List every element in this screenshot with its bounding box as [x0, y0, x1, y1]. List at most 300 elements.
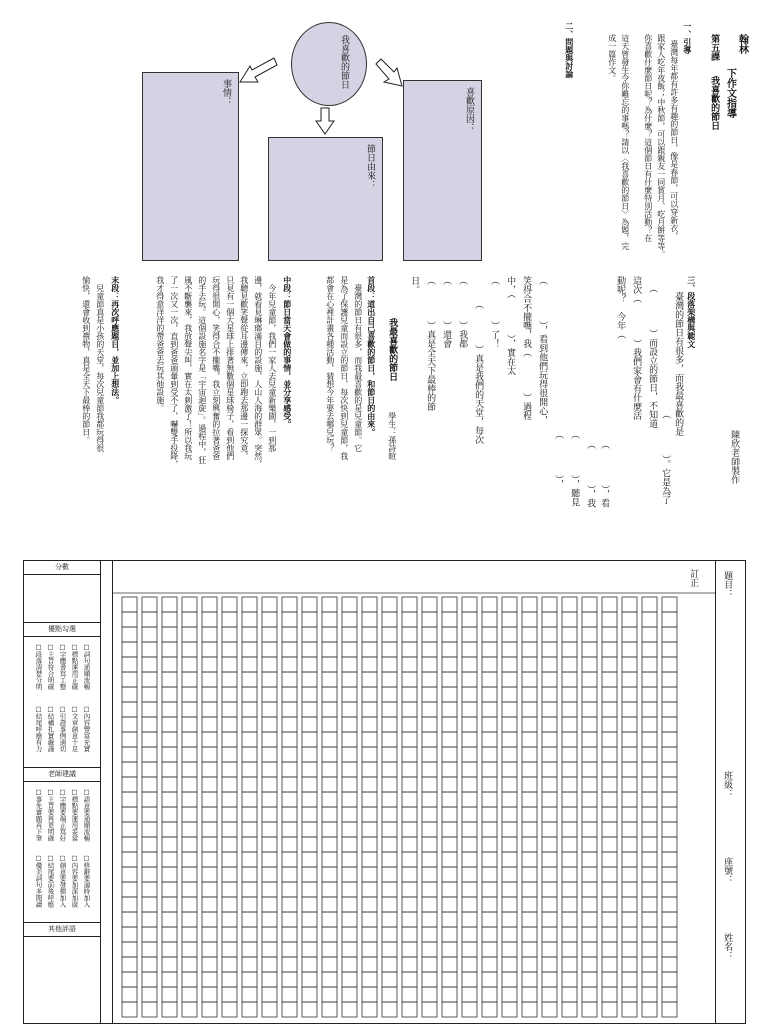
grid-cell: [202, 837, 217, 852]
grid-cell: [262, 897, 277, 912]
suggest-area: [24, 782, 100, 923]
grid-cell: [662, 597, 677, 612]
grid-cell: [362, 972, 377, 987]
grid-cell: [122, 867, 137, 882]
grid-cell: [522, 762, 537, 777]
grid-cell: [622, 642, 637, 657]
grid-cell: [382, 597, 397, 612]
grid-cell: [562, 957, 577, 972]
grid-cell: [262, 837, 277, 852]
grid-cell: [402, 927, 417, 942]
grid-cell: [602, 1002, 617, 1017]
grid-cell: [422, 612, 437, 627]
box-things-label: 事情：: [221, 79, 231, 106]
grid-cell: [622, 867, 637, 882]
other-comments-area[interactable]: [24, 937, 100, 1024]
grid-cell: [402, 807, 417, 822]
grid-cell: [322, 1002, 337, 1017]
grid-cell: [182, 1002, 197, 1017]
grid-cell: [202, 867, 217, 882]
grid-cell: [542, 672, 557, 687]
grid-cell: [402, 972, 417, 987]
grid-cell: [502, 882, 517, 897]
grid-cell: [622, 627, 637, 642]
grid-cell: [442, 972, 457, 987]
grid-cell: [462, 912, 477, 927]
suggest-checkbox[interactable]: □主旨要再更明確: [46, 788, 55, 842]
grid-cell: [302, 1002, 317, 1017]
grid-cell: [282, 687, 297, 702]
grid-cell: [182, 717, 197, 732]
grid-cell: [282, 657, 297, 672]
grid-cell: [502, 942, 517, 957]
grid-cell: [382, 882, 397, 897]
grid-cell: [302, 867, 317, 882]
grid-cell: [642, 867, 657, 882]
grid-cell: [542, 747, 557, 762]
grid-cell: [242, 927, 257, 942]
grid-cell: [482, 627, 497, 642]
grid-cell: [442, 672, 457, 687]
grid-cell: [162, 1002, 177, 1017]
grid-cell: [462, 792, 477, 807]
grid-cell: [162, 822, 177, 837]
grid-cell: [422, 987, 437, 1002]
grid-cell: [442, 597, 457, 612]
grid-cell: [602, 612, 617, 627]
grid-cell: [162, 762, 177, 777]
grid-cell: [622, 732, 637, 747]
grid-cell: [662, 807, 677, 822]
box-origin-label: 節日由來：: [365, 144, 375, 189]
grid-cell: [622, 942, 637, 957]
grid-cell: [222, 642, 237, 657]
grid-cell: [522, 747, 537, 762]
grid-cell: [282, 627, 297, 642]
grid-cell: [422, 747, 437, 762]
grid-cell: [342, 957, 357, 972]
strength-checkbox[interactable]: □字體書寫工整: [58, 643, 67, 690]
grid-cell: [522, 717, 537, 732]
grid-cell: [622, 927, 637, 942]
grid-cell: [542, 732, 557, 747]
grid-cell: [502, 762, 517, 777]
grid-cell: [642, 702, 657, 717]
grid-cell: [242, 642, 257, 657]
section3-line: 這次（ ）我們家會有什麼活: [631, 276, 642, 420]
grid-cell: [262, 867, 277, 882]
grid-cell: [482, 972, 497, 987]
essay-line: 邊，就看見琳瑯滿目的設施，人山人海的群眾。突然，: [253, 276, 263, 468]
grid-cell: [422, 807, 437, 822]
grid-cell: [322, 762, 337, 777]
grid-cell: [602, 627, 617, 642]
grid-cell: [602, 897, 617, 912]
grid-cell: [662, 612, 677, 627]
grid-cell: [442, 627, 457, 642]
grid-cell: [502, 867, 517, 882]
grid-cell: [462, 942, 477, 957]
grid-cell: [262, 957, 277, 972]
grid-cell: [282, 717, 297, 732]
grid-cell: [522, 837, 537, 852]
grid-cell: [582, 672, 597, 687]
strength-checkbox[interactable]: □結尾呼應有力: [34, 705, 43, 752]
section3-line: （ ），看到他們玩得很開心，: [537, 276, 548, 425]
section3-line: （ ）還會: [441, 276, 452, 348]
grid-cell: [262, 687, 277, 702]
grid-cell: [342, 732, 357, 747]
grid-cell: [382, 702, 397, 717]
strength-checkbox[interactable]: □詞句通順流暢: [82, 643, 91, 690]
grid-cell: [242, 957, 257, 972]
manuscript-grid[interactable]: [112, 561, 716, 1023]
grid-cell: [642, 927, 657, 942]
grid-cell: [282, 957, 297, 972]
grid-cell: [582, 762, 597, 777]
grid-cell: [302, 672, 317, 687]
grid-cell: [342, 612, 357, 627]
grid-cell: [542, 852, 557, 867]
writing-sheet: [23, 560, 746, 1024]
grid-cell: [462, 897, 477, 912]
essay-line: 我才得意洋洋的帶爸爸去玩其他設施。: [155, 276, 165, 412]
essay-line: 的手去玩。這個設施名字是「宇宙迴旋」。過程中，狂: [197, 276, 207, 464]
grid-cell: [122, 927, 137, 942]
strength-checkbox[interactable]: □段落清楚分明: [34, 643, 43, 690]
grid-cell: [362, 957, 377, 972]
grid-cell: [442, 612, 457, 627]
grid-cell: [302, 687, 317, 702]
grid-cell: [402, 642, 417, 657]
grid-cell: [542, 807, 557, 822]
grid-cell: [422, 777, 437, 792]
grid-cell: [562, 717, 577, 732]
manuscript-grid-lines: [113, 561, 715, 1024]
grid-cell: [222, 957, 237, 972]
grid-cell: [362, 687, 377, 702]
grid-cell: [542, 687, 557, 702]
grid-cell: [222, 672, 237, 687]
grid-cell: [322, 807, 337, 822]
grid-cell: [602, 657, 617, 672]
grid-cell: [122, 717, 137, 732]
grid-cell: [422, 837, 437, 852]
grid-cell: [142, 972, 157, 987]
section3-line: （ ），我: [585, 440, 596, 508]
grid-cell: [122, 1002, 137, 1017]
score-label: 分數: [24, 561, 100, 575]
grid-cell: [482, 942, 497, 957]
section3-line: （ ）真是我們的天堂，每次: [473, 300, 484, 444]
essay-line: 都會在心裡計畫各種活動，猜想今年要去哪兒玩？: [325, 276, 335, 452]
grid-cell: [482, 807, 497, 822]
grid-cell: [322, 747, 337, 762]
essay-line: 了一次又一次，直到爸爸頭暈到受不了，嚇雙手投降，: [169, 276, 179, 468]
grid-cell: [442, 897, 457, 912]
grid-cell: [222, 747, 237, 762]
suggest-checkbox[interactable]: □結尾要前後呼應: [46, 854, 55, 908]
grid-cell: [522, 597, 537, 612]
grid-cell: [122, 687, 137, 702]
grid-cell: [402, 687, 417, 702]
grid-cell: [262, 597, 277, 612]
arrow-right-icon: [374, 56, 404, 90]
student-info-column: [713, 561, 745, 1023]
grid-cell: [322, 597, 337, 612]
grid-cell: [462, 822, 477, 837]
grid-cell: [482, 777, 497, 792]
grid-cell: [202, 807, 217, 822]
grid-cell: [422, 627, 437, 642]
grid-cell: [222, 807, 237, 822]
grid-cell: [142, 747, 157, 762]
grid-cell: [342, 927, 357, 942]
grid-cell: [122, 912, 137, 927]
grid-cell: [302, 927, 317, 942]
grid-cell: [422, 972, 437, 987]
essay-student: 學生：孫詩暄: [387, 412, 397, 460]
grid-cell: [162, 657, 177, 672]
strength-checkbox[interactable]: □主旨符合明確: [46, 643, 55, 690]
grid-cell: [342, 972, 357, 987]
grid-cell: [482, 867, 497, 882]
grid-cell: [482, 672, 497, 687]
grid-cell: [242, 717, 257, 732]
grid-cell: [602, 912, 617, 927]
essay-p1-heading: 首段：道出自己喜歡的節日，和節日的由來。: [366, 276, 377, 436]
grid-cell: [582, 642, 597, 657]
author-credit: 陳欣老師製作: [729, 430, 740, 484]
essay-line: 今年兒童節，我們一家人去兒童新樂園，一到那: [267, 284, 277, 452]
grid-cell: [402, 1002, 417, 1017]
grid-cell: [382, 972, 397, 987]
grid-cell: [302, 747, 317, 762]
grid-cell: [662, 972, 677, 987]
grid-cell: [162, 942, 177, 957]
grid-cell: [342, 867, 357, 882]
grid-cell: [242, 687, 257, 702]
grid-cell: [662, 897, 677, 912]
grid-cell: [342, 642, 357, 657]
grid-cell: [562, 792, 577, 807]
grid-cell: [562, 687, 577, 702]
grid-cell: [482, 822, 497, 837]
strength-checkbox[interactable]: □引證事例適切: [58, 705, 67, 752]
grid-cell: [642, 1002, 657, 1017]
grid-cell: [282, 672, 297, 687]
grid-cell: [322, 882, 337, 897]
grid-cell: [442, 807, 457, 822]
grid-cell: [402, 852, 417, 867]
grid-cell: [422, 687, 437, 702]
grid-cell: [222, 852, 237, 867]
grid-cell: [122, 792, 137, 807]
grid-cell: [502, 822, 517, 837]
grid-cell: [402, 702, 417, 717]
grid-cell: [582, 732, 597, 747]
grid-cell: [122, 642, 137, 657]
grid-cell: [242, 897, 257, 912]
suggest-checkbox[interactable]: □字體要端正寫好: [58, 788, 67, 842]
grid-cell: [262, 612, 277, 627]
strength-checkbox[interactable]: □內容豐富充實: [82, 705, 91, 752]
grid-cell: [342, 1002, 357, 1017]
grid-cell: [382, 657, 397, 672]
grid-cell: [182, 987, 197, 1002]
grid-cell: [642, 837, 657, 852]
grid-cell: [222, 717, 237, 732]
grid-cell: [542, 822, 557, 837]
strengths-label: 優點勾選: [24, 623, 100, 637]
grid-cell: [302, 957, 317, 972]
grid-cell: [442, 1002, 457, 1017]
grid-cell: [142, 837, 157, 852]
grid-cell: [522, 852, 537, 867]
grid-cell: [562, 672, 577, 687]
grid-cell: [222, 792, 237, 807]
strength-checkbox[interactable]: □結構扎實嚴謹: [46, 705, 55, 752]
grid-cell: [442, 852, 457, 867]
grid-cell: [662, 657, 677, 672]
grid-cell: [382, 717, 397, 732]
grid-cell: [482, 762, 497, 777]
grid-cell: [342, 792, 357, 807]
grid-cell: [602, 777, 617, 792]
grid-cell: [222, 897, 237, 912]
grid-cell: [382, 987, 397, 1002]
grid-cell: [402, 822, 417, 837]
grid-cell: [442, 822, 457, 837]
suggest-checkbox[interactable]: □創意要發揮加入: [58, 854, 67, 908]
grid-cell: [582, 927, 597, 942]
publisher: 翰林: [736, 34, 748, 54]
grid-cell: [562, 597, 577, 612]
grid-cell: [442, 777, 457, 792]
grid-cell: [422, 942, 437, 957]
grid-cell: [662, 927, 677, 942]
grid-cell: [602, 852, 617, 867]
suggest-checkbox[interactable]: □優美詞句多閱讀: [34, 854, 43, 908]
grid-cell: [482, 657, 497, 672]
grid-cell: [262, 912, 277, 927]
grid-cell: [502, 732, 517, 747]
grid-cell: [282, 612, 297, 627]
grid-cell: [622, 912, 637, 927]
grid-cell: [382, 627, 397, 642]
grid-cell: [242, 672, 257, 687]
grid-cell: [382, 822, 397, 837]
grid-cell: [522, 897, 537, 912]
grid-cell: [262, 762, 277, 777]
grid-cell: [622, 672, 637, 687]
grid-cell: [422, 897, 437, 912]
grid-cell: [282, 777, 297, 792]
section1-line: 跟家人吃年夜飯；中秋節，可以跟親友一同賞月、吃月餅等等。: [656, 34, 666, 258]
grid-cell: [322, 897, 337, 912]
grid-cell: [262, 672, 277, 687]
grid-cell: [402, 882, 417, 897]
grid-cell: [242, 702, 257, 717]
grid-cell: [642, 642, 657, 657]
grid-cell: [382, 942, 397, 957]
grid-cell: [642, 852, 657, 867]
grid-cell: [402, 792, 417, 807]
grid-cell: [262, 987, 277, 1002]
grid-cell: [362, 807, 377, 822]
grid-cell: [482, 837, 497, 852]
grid-cell: [382, 762, 397, 777]
grid-cell: [642, 657, 657, 672]
grid-cell: [662, 642, 677, 657]
grid-cell: [422, 717, 437, 732]
grid-cell: [182, 702, 197, 717]
grid-cell: [522, 822, 537, 837]
suggest-checkbox[interactable]: □修辭要適時加入: [82, 854, 91, 908]
strength-checkbox[interactable]: □標點運用正確: [70, 643, 79, 690]
grid-cell: [562, 972, 577, 987]
grid-cell: [462, 687, 477, 702]
grid-cell: [362, 657, 377, 672]
grid-cell: [442, 702, 457, 717]
grid-cell: [182, 927, 197, 942]
grid-cell: [542, 897, 557, 912]
grid-cell: [462, 642, 477, 657]
suggest-checkbox[interactable]: □語意要通順流暢: [82, 788, 91, 842]
grid-cell: [162, 957, 177, 972]
grid-cell: [462, 762, 477, 777]
strength-checkbox[interactable]: □文章創意十足: [70, 705, 79, 752]
section3-line: （ ）。它是為了: [660, 410, 671, 505]
grid-cell: [182, 762, 197, 777]
grid-cell: [382, 912, 397, 927]
grid-cell: [642, 942, 657, 957]
suggest-checkbox[interactable]: □事先審題再下筆: [34, 788, 43, 842]
grid-cell: [582, 897, 597, 912]
grid-cell: [202, 822, 217, 837]
grid-cell: [642, 612, 657, 627]
grid-cell: [362, 672, 377, 687]
grid-cell: [422, 732, 437, 747]
grid-cell: [302, 897, 317, 912]
grid-cell: [222, 1002, 237, 1017]
grid-cell: [622, 852, 637, 867]
grid-cell: [642, 807, 657, 822]
grid-cell: [242, 732, 257, 747]
grid-cell: [122, 612, 137, 627]
grid-cell: [302, 702, 317, 717]
grid-cell: [522, 612, 537, 627]
suggest-checkbox[interactable]: □內容要加深加廣: [70, 854, 79, 908]
suggest-checkbox[interactable]: □標點要運用妥當: [70, 788, 79, 842]
grid-cell: [602, 957, 617, 972]
grid-cell: [582, 867, 597, 882]
grid-cell: [422, 927, 437, 942]
grid-cell: [602, 792, 617, 807]
grid-cell: [462, 627, 477, 642]
grid-cell: [622, 987, 637, 1002]
grid-cell: [642, 627, 657, 642]
grid-cell: [622, 762, 637, 777]
grid-cell: [622, 612, 637, 627]
grid-cell: [662, 687, 677, 702]
grid-cell: [462, 597, 477, 612]
grid-cell: [282, 912, 297, 927]
grid-cell: [582, 627, 597, 642]
grid-cell: [582, 957, 597, 972]
grid-cell: [522, 777, 537, 792]
essay-line: 只見有一個大星球上排著無數個星球椅子，看到他們: [225, 276, 235, 460]
